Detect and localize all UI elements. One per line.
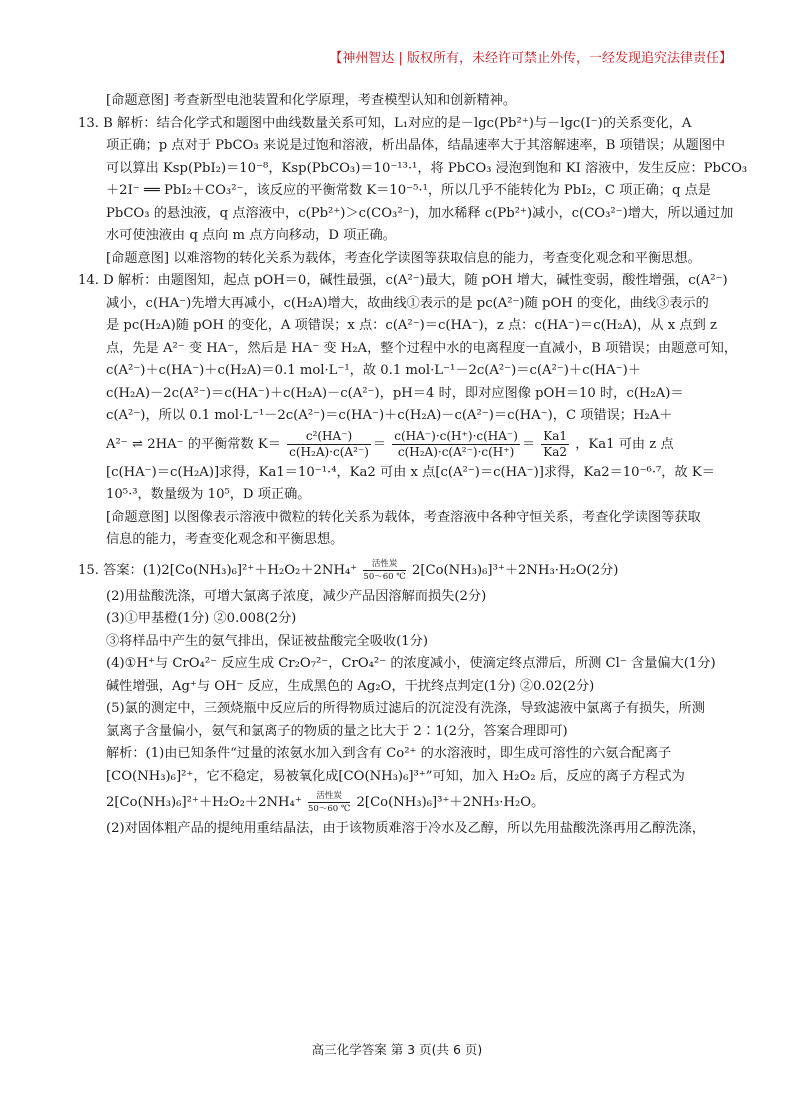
q15-eq2-prefix: 2[Co(NH₃)₆]²⁺＋H₂O₂＋2NH₄⁺ [106,795,302,810]
reaction-catalyst: 活性炭 [363,559,405,571]
q15-line-2: (2)用盐酸洗涤，可增大氯离子浓度，减少产品因溶解而损失(2分) [106,588,487,604]
q15-line-6: 碱性增强，Ag⁺与 OH⁻ 反应，生成黑色的 Ag₂O，干扰终点判定(1分) ②0.02(2分) [106,678,595,694]
fraction-3 [541,429,569,460]
fraction-2 [392,429,520,460]
q14-line-7: c(A²⁻)，所以 0.1 mol·L⁻¹－2c(A²⁻)＝c(HA⁻)＋c(H₂A)－c(A²⁻)＝c(HA⁻)，C 项错误；H₂A＋ [106,408,673,423]
q15-line-7: (5)氯的测定中，三颈烧瓶中反应后的所得物质过滤后的沉淀没有洗涤，导致滤液中氯离子有损失，所测 [106,701,705,716]
reaction-catalyst-2: 活性炭 [308,791,350,803]
q14-line-4: 点，先是 A²⁻ 变 HA⁻，然后是 HA⁻ 变 H₂A，整个过程中水的电离程度一直减小，B 项错误；由题意可知， [106,340,738,356]
q15-line-5: (4)①H⁺与 CrO₄²⁻ 反应生成 Cr₂O₇²⁻，CrO₄²⁻ 的浓度减小，使滴定终点滞后，所测 Cl⁻ 含量偏大(1分) [106,656,716,671]
fraction-3-numerator: Ka1 [543,428,568,443]
reaction-arrow [363,559,405,582]
reaction-arrow-2 [308,791,350,814]
fraction-3-denominator: Ka2 [543,444,568,459]
q13-intent: [命题意图] 以难溶物的转化关系为载体，考查化学读图等获取信息的能力，考查变化观念和平衡思想。 [106,250,701,266]
q14-line-8: [c(HA⁻)＝c(H₂A)]求得，Ka1＝10⁻¹·⁴，Ka2 可由 x 点[c(A²⁻)＝c(HA⁻)]求得，Ka2＝10⁻⁶·⁷，故 K＝ [106,464,715,480]
q15-eq2-suffix: 2[Co(NH₃)₆]³⁺＋2NH₃·H₂O。 [356,795,545,810]
q13-line-2: 项正确；p 点对于 PbCO₃ 来说是过饱和溶液，析出晶体，结晶速率大于其溶解速率，B 项错误；从题图中 [106,138,726,153]
answer-content [78,90,748,841]
q15-answer-equation [78,556,718,586]
q13-line-6: 水可使浊液由 q 点向 m 点方向移动，D 项正确。 [106,228,396,243]
q14-line-6: c(H₂A)－2c(A²⁻)＝c(HA⁻)＋c(H₂A)－c(A²⁻)，pH＝4 时，即对应图像 pOH＝10 时，c(H₂A)＝ [106,385,684,401]
eq-suffix: ，Ka1 可由 z 点 [575,436,674,452]
q15-block [78,556,718,841]
q12-intent: [命题意图] 考查新型电池装置和化学原理，考查模型认知和创新精神。 [106,93,517,108]
q14-intent-2: 信息的能力，考查变化观念和平衡思想。 [106,532,344,547]
q14-line-5: c(A²⁻)＋c(HA⁻)＋c(H₂A)＝0.1 mol·L⁻¹，故 0.1 mol·L⁻¹－2c(A²⁻)＝c(A²⁻)＋c(HA⁻)＋ [106,363,641,378]
eq-prefix: A²⁻ ⇌ 2HA⁻ 的平衡常数 K＝ [106,436,281,452]
copyright-banner: 【神州智达 | 版权所有，未经许可禁止外传，一经发现追究法律责任】 [329,51,732,66]
q14-equilibrium-equation: A²⁻ ⇌ 2HA⁻ 的平衡常数 K＝ $\frac{\text{c²(HA⁻)}}{\text{c(H₂A)·c(A²⁻)}}$ ＝ $\frac{c(HA^-)\cdot c(H^+)\cdot c(HA^-)}{\text{c(H₂A)·c(A²⁻)·c(H⁺)}}$ ＝ $\frac{Ka1}{Ka2}$ ，Ka1 可由 z 点 [106,428,674,459]
q15-line-last: (2)对固体粗产品的提纯用重结晶法，由于该物质难溶于冷水及乙醇，所以先用盐酸洗涤再用乙醇洗涤， [106,821,705,836]
q14-block [78,270,738,552]
q15-line-10: [CO(NH₃)₆]²⁺，它不稳定，易被氧化成[CO(NH₃)₆]³⁺”可知，加入 H₂O₂ 后，反应的离子方程式为 [106,768,685,784]
reaction-temperature: 50～60 ℃ [363,571,406,582]
q15-answer-prefix: 15. 答案：(1)2[Co(NH₃)₆]²⁺＋H₂O₂＋2NH₄⁺ [78,562,358,578]
q15-line-8: 氯离子含量偏小，氨气和氯离子的物质的量之比大于 2∶1(2分，答案合理即可) [106,723,568,739]
q13-line-3: 可以算出 Ksp(PbI₂)＝10⁻⁸，Ksp(PbCO₃)＝10⁻¹³·¹，将 PbCO₃ 浸泡到饱和 KI 溶液中，发生反应：PbCO₃ [106,160,748,176]
q13-line-4: ＋2I⁻ ══ PbI₂＋CO₃²⁻，该反应的平衡常数 K＝10⁻⁵·¹，所以几乎不能转化为 PbI₂，C 项正确；q 点是 [106,183,711,198]
q15-equation-2 [78,788,718,818]
reaction-temperature-2: 50～60 ℃ [308,804,351,814]
q15-line-3: (3)①甲基橙(1分) ②0.008(2分) [106,611,297,626]
fraction-1-numerator: c²(HA⁻) [287,429,371,445]
q13-line-1: 13. B 解析：结合化学式和题图中曲线数量关系可知，L₁对应的是－lgc(Pb²⁺)与－lgc(I⁻)的关系变化，A [78,115,692,131]
q15-answer-suffix: 2[Co(NH₃)₆]³⁺＋2NH₃·H₂O(2分) [411,562,619,578]
q15-line-9: 解析：(1)由已知条件“过量的浓氨水加入到含有 Co²⁺ 的水溶液时，即生成可溶性的六氨合配离子 [106,746,672,761]
q13-line-5: PbCO₃ 的悬浊液，q 点溶液中，c(Pb²⁺)＞c(CO₃²⁻)，加水稀释 c(Pb²⁺)减小，c(CO₃²⁻)增大，所以通过加 [106,205,734,221]
fraction-2-numerator: c(HA⁻)·c(H⁺)·c(HA⁻) [394,428,518,443]
q14-line-3: 是 pc(H₂A)随 pOH 的变化，A 项错误；x 点：c(A²⁻)＝c(HA⁻)，z 点：c(HA⁻)＝c(H₂A)，从 x 点到 z [106,318,717,333]
q14-line-2: 减小，c(HA⁻)先增大再减小，c(H₂A)增大，故曲线①表示的是 pc(A²⁻)随 pOH 的变化，曲线③表示的 [106,295,709,311]
fraction-2-denominator: c(H₂A)·c(A²⁻)·c(H⁺) [397,444,515,459]
fraction-1-denominator: c(H₂A)·c(A²⁻) [289,444,369,459]
q15-line-4: ③将样品中产生的氨气排出，保证被盐酸完全吸收(1分) [106,633,428,649]
q14-intent-1: [命题意图] 以图像表示溶液中微粒的转化关系为载体，考查溶液中各种守恒关系，考查化学读图等获取 [106,509,701,525]
page-footer: 高三化学答案 第 3 页(共 6 页) [311,1042,483,1057]
fraction-1 [287,429,371,460]
q13-block [78,113,748,271]
q14-line-9: 10⁵·³，数量级为 10⁵，D 项正确。 [106,487,311,502]
q14-line-1: 14. D 解析：由题图知，起点 pOH＝0，碱性最强，c(A²⁻)最大，随 pOH 增大，碱性变弱，酸性增强，c(A²⁻) [78,273,728,288]
